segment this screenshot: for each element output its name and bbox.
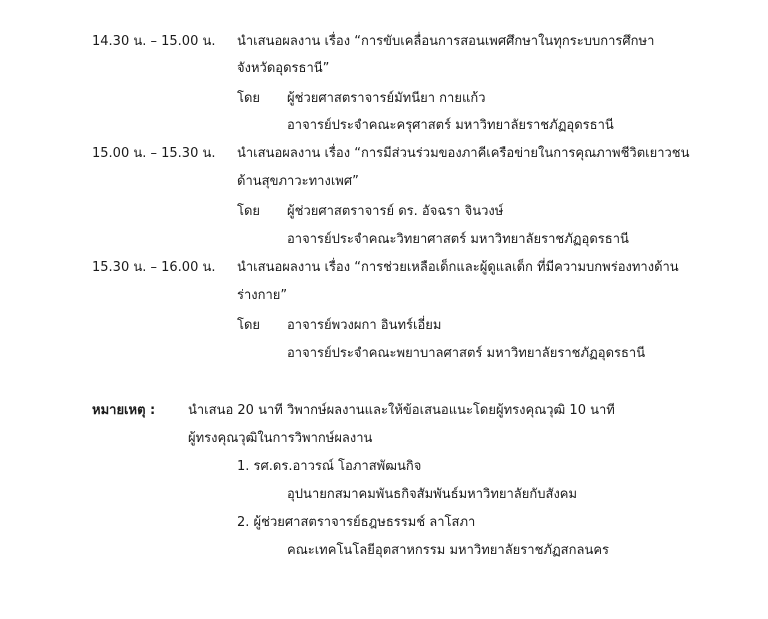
note-label: หมายเหตุ : <box>92 403 156 418</box>
session-time: 15.30 น. – 16.00 น. <box>92 260 216 275</box>
expert-name: 2. ผู้ช่วยศาสตราจารย์ธฎษธรรมช์ ลาโสภา <box>237 515 476 530</box>
by-label: โดย <box>237 91 261 106</box>
presenter-name: ผู้ช่วยศาสตราจารย์ ดร. อัจฉรา จินวงษ์ <box>287 204 504 219</box>
by-label: โดย <box>237 318 261 333</box>
note-line2: ผู้ทรงคุณวุฒิในการวิพากษ์ผลงาน <box>188 431 373 446</box>
session-title-line1: นำเสนอผลงาน เรื่อง “การช่วยเหลือเด็กและผู้ดูแลเด็ก ที่มีความบกพร่องทางด้าน <box>237 260 679 275</box>
session-time: 14.30 น. – 15.00 น. <box>92 34 216 49</box>
presenter-affiliation: อาจารย์ประจำคณะครุศาสตร์ มหาวิทยาลัยราชภัฏอุดรธานี <box>287 118 614 133</box>
presenter-affiliation: อาจารย์ประจำคณะพยาบาลศาสตร์ มหาวิทยาลัยราชภัฏอุดรธานี <box>287 346 646 361</box>
session-title-line1: นำเสนอผลงาน เรื่อง “การมีส่วนร่วมของภาคีเครือข่ายในการคุณภาพชีวิตเยาวชน <box>237 146 690 161</box>
presenter-name: ผู้ช่วยศาสตราจารย์มัทนียา กายแก้ว <box>287 91 486 106</box>
expert-role: อุปนายกสมาคมพันธกิจสัมพันธ์มหาวิทยาลัยกับสังคม <box>287 487 578 502</box>
note-line1: นำเสนอ 20 นาที วิพากษ์ผลงานและให้ข้อเสนอแนะโดยผู้ทรงคุณวุฒิ 10 นาที <box>188 403 615 418</box>
session-title-line2: ด้านสุขภาวะทางเพศ” <box>237 174 359 189</box>
session-title-line2: จังหวัดอุดรธานี” <box>237 61 330 76</box>
expert-role: คณะเทคโนโลยีอุตสาหกรรม มหาวิทยาลัยราชภัฏสกลนคร <box>287 543 610 558</box>
session-title-line1: นำเสนอผลงาน เรื่อง “การขับเคลื่อนการสอนเพศศึกษาในทุกระบบการศึกษา <box>237 34 655 49</box>
by-label: โดย <box>237 204 261 219</box>
expert-name: 1. รศ.ดร.อาวรณ์ โอภาสพัฒนกิจ <box>237 459 422 474</box>
session-time: 15.00 น. – 15.30 น. <box>92 146 216 161</box>
session-title-line2: ร่างกาย” <box>237 288 288 303</box>
presenter-affiliation: อาจารย์ประจำคณะวิทยาศาสตร์ มหาวิทยาลัยราชภัฏอุดรธานี <box>287 232 629 247</box>
presenter-name: อาจารย์พวงผกา อินทร์เอี่ยม <box>287 318 442 333</box>
